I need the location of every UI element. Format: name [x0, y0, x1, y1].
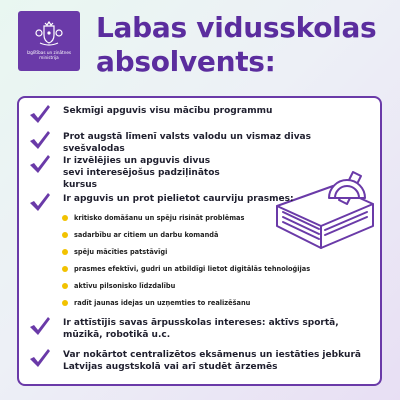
page-title	[96, 11, 376, 79]
checkmark-icon	[29, 154, 51, 174]
item-text: Prot augstā līmenī valsts valodu un vismaz divas svešvalodas	[63, 132, 311, 154]
skill-text: radīt jaunas idejas un uzņemties to realizēšanu	[74, 299, 251, 307]
item-text: Var nokārtot centralizētos eksāmenus un iestāties jebkurā Latvijas augstskolā vai arī studēt ārzemēs	[63, 350, 361, 372]
item-text: Sekmīgi apguvis visu mācību programmu	[63, 106, 273, 116]
bullet-dot	[62, 215, 68, 221]
skill-text: spēju mācīties patstāvīgi	[74, 248, 168, 256]
bullet-dot	[62, 249, 68, 255]
item-text: Ir izvēlējies un apguvis divus sevi interesējošus padziļinātos kursus	[63, 156, 220, 190]
skill-item	[62, 212, 292, 224]
bullet-dot	[62, 232, 68, 238]
skill-text: aktīvu pilsonisko līdzdalību	[74, 282, 176, 290]
skill-item	[62, 280, 292, 292]
item-text: Ir attīstījis savas ārpusskolas intereses: aktīvs sportā, mūzikā, robotikā u.c.	[63, 318, 339, 340]
skill-text: prasmes efektīvi, gudri un atbildīgi lietot digitālās tehnoloģijas	[74, 265, 311, 273]
coat-of-arms-icon	[34, 18, 64, 48]
requirements-card	[17, 96, 382, 386]
skill-item	[62, 297, 292, 309]
title-line-1: Labas vidusskolas	[96, 11, 377, 44]
checkmark-icon	[29, 348, 51, 368]
item-text: Ir apguvis un prot pielietot caurviju prasmes:	[63, 194, 294, 204]
skill-item	[62, 263, 311, 275]
skill-item	[62, 229, 292, 241]
bullet-dot	[62, 283, 68, 289]
checkmark-icon	[29, 104, 51, 124]
skill-text: kritisko domāšanu un spēju risināt problēmas	[74, 214, 245, 222]
skill-item	[62, 246, 292, 258]
logo-text: Izglītības un zinātnes ministrija	[26, 50, 72, 60]
ministry-logo	[18, 11, 80, 71]
bullet-dot	[62, 266, 68, 272]
checkmark-icon	[29, 192, 51, 212]
title-line-2: absolvents:	[96, 45, 276, 78]
checkmark-icon	[29, 130, 51, 150]
checkmark-icon	[29, 316, 51, 336]
skill-text: sadarbību ar citiem un darbu komandā	[74, 231, 219, 239]
bullet-dot	[62, 300, 68, 306]
